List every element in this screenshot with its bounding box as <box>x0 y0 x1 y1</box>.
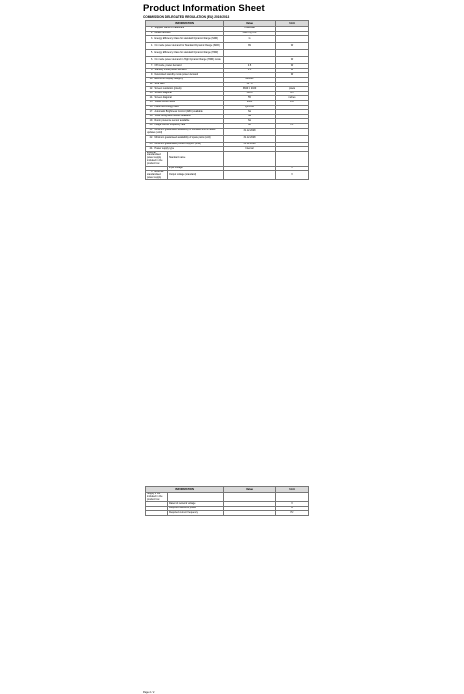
row-value: 55 <box>224 96 276 101</box>
row-label: Energy Efficiency Class for standard Dynamic Range (SDR) <box>154 36 218 40</box>
row-number: 15. <box>149 100 153 104</box>
blank-cell <box>168 493 224 502</box>
row-value: 31.12.2028 <box>224 135 276 142</box>
row-unit: W <box>276 68 309 73</box>
row-unit: Hz <box>276 123 309 128</box>
output-voltage-unit: V <box>276 171 309 180</box>
row-unit: W <box>276 64 309 69</box>
row-label: Required delivered power <box>168 506 224 511</box>
row-value: QD LCD <box>224 105 276 110</box>
row-label: Model identifier <box>154 31 171 34</box>
table-row <box>146 57 309 64</box>
supply-not-included-row <box>146 493 309 502</box>
row-information <box>146 135 224 142</box>
table-row <box>146 36 309 43</box>
row-number: ii. <box>151 170 153 174</box>
row-number: 16. <box>149 105 153 108</box>
row-label: Networked standby mode power demand <box>154 72 199 76</box>
table-row <box>146 43 309 50</box>
row-unit: inches <box>276 96 309 101</box>
row-unit <box>276 50 309 57</box>
row-value: Monitor <box>224 77 276 82</box>
row-value: No <box>224 114 276 119</box>
row-label: Off mode, power demand <box>154 63 182 67</box>
row-value: 3840 × 2160 <box>224 87 276 92</box>
row-label: Screen diagonal <box>154 95 172 99</box>
row-information <box>146 50 224 57</box>
output-main-cell <box>146 171 168 180</box>
row-value: No <box>224 110 276 115</box>
row-number: 11. <box>149 82 153 85</box>
row-number: 21. <box>149 128 153 131</box>
row-label: Rated of network voltage <box>168 502 224 507</box>
row-information <box>146 36 224 43</box>
row-value: 0.5 <box>224 68 276 73</box>
regulation-subtitle: COMMISSION DELEGATED REGULATION (EU) 2019/2013 <box>143 15 230 19</box>
row-value: 0.5 <box>224 64 276 69</box>
row-value: 8363 <box>224 100 276 105</box>
row-label: Power supply type <box>154 146 175 150</box>
row-number: 23. <box>149 142 153 145</box>
row-value: 89 <box>224 43 276 50</box>
row-unit: W <box>276 57 309 64</box>
supply-unit <box>276 151 309 166</box>
row-number: 4. <box>151 43 153 47</box>
output-voltage-row <box>146 171 309 180</box>
row-unit: cm <box>276 91 309 96</box>
row-label: Voice recognition sensor available <box>154 114 191 118</box>
row-label: Electronic display category <box>154 77 183 81</box>
row-value: 16 : 9 <box>224 82 276 87</box>
supply-not-included-label: Supply if not included in the product box <box>146 493 168 502</box>
row-unit: cm² <box>276 100 309 105</box>
row-value: HISENSE <box>224 27 276 32</box>
row-unit: A <box>276 506 309 511</box>
header-information: INFORMATION <box>146 487 224 493</box>
row-label: Size ratio <box>154 82 165 85</box>
row-number: 24. <box>149 146 153 150</box>
row-label: Panel technology used <box>154 105 179 108</box>
page-2 <box>0 240 464 694</box>
row-value: No <box>224 119 276 124</box>
row-label: Automatic Brightness Control (ABC) available <box>154 109 203 113</box>
power-supply-row <box>146 151 309 166</box>
row-number: 18. <box>149 114 153 118</box>
table-row <box>146 135 309 142</box>
row-value: 31.12.2028 <box>224 128 276 135</box>
header-unit: Unit <box>276 21 309 27</box>
row-number: 7. <box>151 63 153 67</box>
row-label: Minimum guaranteed product support (until) <box>154 142 201 145</box>
row-number: 2. <box>151 31 153 34</box>
row-number: 20. <box>149 123 153 127</box>
row-label: On mode power demand for Standard Dynamic Range (SDR) <box>154 43 220 47</box>
row-label: Screen diagonal <box>154 91 172 95</box>
row-unit: W <box>276 43 309 50</box>
row-number: 3. <box>151 36 153 40</box>
row-information <box>146 57 224 64</box>
row-unit: V <box>276 502 309 507</box>
blank-cell <box>224 493 276 502</box>
input-voltage-unit: V <box>276 166 309 171</box>
row-information <box>146 128 224 135</box>
row-label: Energy Efficiency Class for standard Dynamic Range (HDR) <box>154 50 219 54</box>
row-label: Standby mode power demand <box>154 68 187 72</box>
row-number: 1. <box>151 26 153 30</box>
row-label: Room presence sensor available <box>154 118 190 122</box>
header-value: Value <box>224 487 276 493</box>
row-label: Minimum guaranteed availability of software and firmware updates (until) <box>147 128 216 134</box>
output-voltage-label: Output voltage (standard) <box>168 171 224 180</box>
supply-main-label: External standardised power supply included in the product box <box>146 151 168 166</box>
row-label: Visible screen area <box>154 100 175 104</box>
row-value <box>224 50 276 57</box>
row-value: G <box>224 36 276 43</box>
row-number: 12. <box>149 86 153 90</box>
page-1 <box>0 0 464 240</box>
row-number: 19. <box>149 118 153 122</box>
input-voltage-label: Input voltage <box>168 166 224 171</box>
header-unit: Unit <box>276 487 309 493</box>
row-number: 14. <box>149 95 153 99</box>
row-value: 60 <box>224 123 276 128</box>
row-unit: Hz <box>276 511 309 516</box>
product-info-table <box>145 20 309 180</box>
output-main-label: External standardised power supply <box>147 170 164 179</box>
row-value: 55E7HQTUK <box>224 31 276 36</box>
row-number: 17. <box>149 109 153 113</box>
row-information <box>146 43 224 50</box>
page-footer: Page 2 / 2 <box>143 691 155 694</box>
row-unit: W <box>276 73 309 78</box>
row-number: 9. <box>151 72 153 76</box>
blank-cell <box>276 493 309 502</box>
table-row <box>146 511 309 516</box>
header-information: INFORMATION <box>146 21 224 27</box>
row-label: Minimum guaranteed availability of spare parts (until) <box>154 136 211 140</box>
row-number: 6. <box>151 57 153 61</box>
row-number: 22. <box>149 136 153 140</box>
row-value <box>224 57 276 64</box>
row-label: Required current frequency <box>168 511 224 516</box>
row-label: Image refresh frequency rate <box>154 123 186 127</box>
table-row <box>146 128 309 135</box>
row-unit <box>276 36 309 43</box>
supply-value <box>224 151 276 166</box>
row-unit: pixels <box>276 87 309 92</box>
row-number: 13. <box>149 91 153 95</box>
row-unit <box>276 128 309 135</box>
row-label: Supplier name or trademark <box>154 26 185 30</box>
row-label: Screen resolution (pixels) <box>154 86 182 90</box>
continuation-table <box>145 486 309 516</box>
document-title: Product Information Sheet <box>143 3 265 14</box>
supply-sub-label: Standard name <box>168 151 224 166</box>
row-label: On mode power demand in High Dynamic Range (HDR) mode <box>154 57 221 61</box>
header-value: Value <box>224 21 276 27</box>
blank-cell <box>146 511 168 516</box>
row-number: 8. <box>151 68 153 72</box>
row-value <box>224 511 276 516</box>
output-voltage-value <box>224 171 276 180</box>
row-number: 10. <box>149 77 153 81</box>
row-unit <box>276 135 309 142</box>
row-value: Internal <box>224 147 276 152</box>
row-value: 138.8 <box>224 91 276 96</box>
row-number: 5. <box>151 50 153 54</box>
table-row <box>146 50 309 57</box>
row-value: 31.12.2028 <box>224 142 276 147</box>
